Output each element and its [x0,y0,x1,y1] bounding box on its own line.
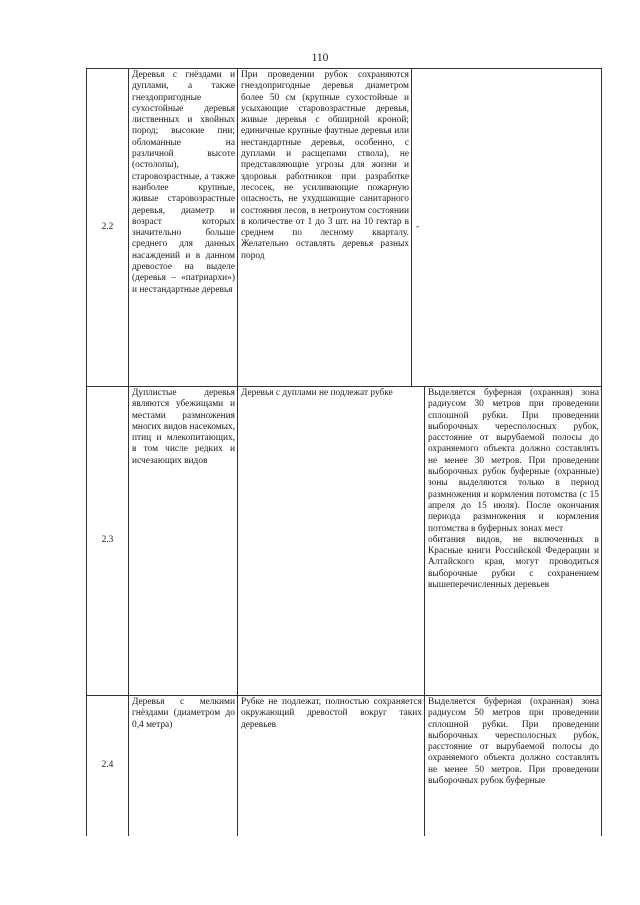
protection-measures: Рубке не подлежат, полностью сохраняется окружающий древостой вокруг таких деревьев [238,696,425,836]
buffer-zone: Выделяется буферная (охранная) зона радиусом 50 метров при проведении сплошной рубки. При проведении выборочных чересполосных рубок, расстояние от вырубаемой полосы до охраняемого объекта должно составлять не менее 50 метров. При проведении выборочных рубок буферные [425,696,602,836]
table-row [87,69,602,387]
buffer-zone: - [412,69,602,387]
buffer-zone-part-2: обитания видов, не включенных в Красные книги Российской Федерации и Алтайского края, могут проводиться выборочные рубки с сохранением вышеперечисленных деревьев [428,534,599,591]
table-row [87,696,602,836]
object-description: Дуплистые деревья являются убежищами и местами размножения многих видов насекомых, птиц и млекопитающих, в том числе редких и исчезающих видов [129,387,238,696]
table-row [87,387,602,696]
object-description: Деревья с мелкими гнёздами (диаметром до 0,4 метра) [129,696,238,836]
row-number: 2.4 [87,696,129,836]
protection-measures: Деревья с дуплами не подлежат рубке [238,387,425,696]
protection-measures: При проведении рубок сохраняются гнездопригодные деревья диаметром более 50 см (крупные сухостойные и усыхающие старовозрастные деревья, живые деревья с обширной кроной; единичные крупные фаутные деревья или нестандартные деревья, особенно, с дуплами и расщепами ствола), не представляющие угрозы для жизни и здоровья работников при разработке лесосек, не усиливающие пожарную опасность, не ухудшающие санитарного состояния лесов, в нетронутом состоянии в количестве от 1 до 3 шт. на 10 гектар в среднем по лесному кварталу. Желательно оставлять деревья разных пород [238,69,412,387]
row-number: 2.2 [87,69,129,387]
buffer-zone [425,387,602,696]
measures-table [86,68,602,836]
buffer-zone-part-1: Выделяется буферная (охранная) зона радиусом 30 метров при проведении сплошной рубки. При проведении выборочных чересполосных рубок, расстояние от вырубаемой полосы до охраняемого объекта должно составлять не менее 30 метров. При проведении выборочных рубок буферные (охранные) зоны выделяются только в период размножения и кормления потомства (с 15 апреля до 15 июля). После окончания периода размножения и кормления потомства в буферных зонах мест [428,388,599,534]
object-description: Деревья с гнёздами и дуплами, а также гнездопригодные сухостойные деревья лиственных и хвойных пород; высокие пни; обломанные на различной высоте (остолопы), старовозрастные, а также наиболее крупные, живые старовозрастные деревья, диаметр и возраст которых значительно больше среднего для данных насаждений и в данном древостое на выделе (деревья – «патриархи») и нестандартные деревья [129,69,238,387]
page-number: 110 [311,52,329,64]
row-number: 2.3 [87,387,129,696]
